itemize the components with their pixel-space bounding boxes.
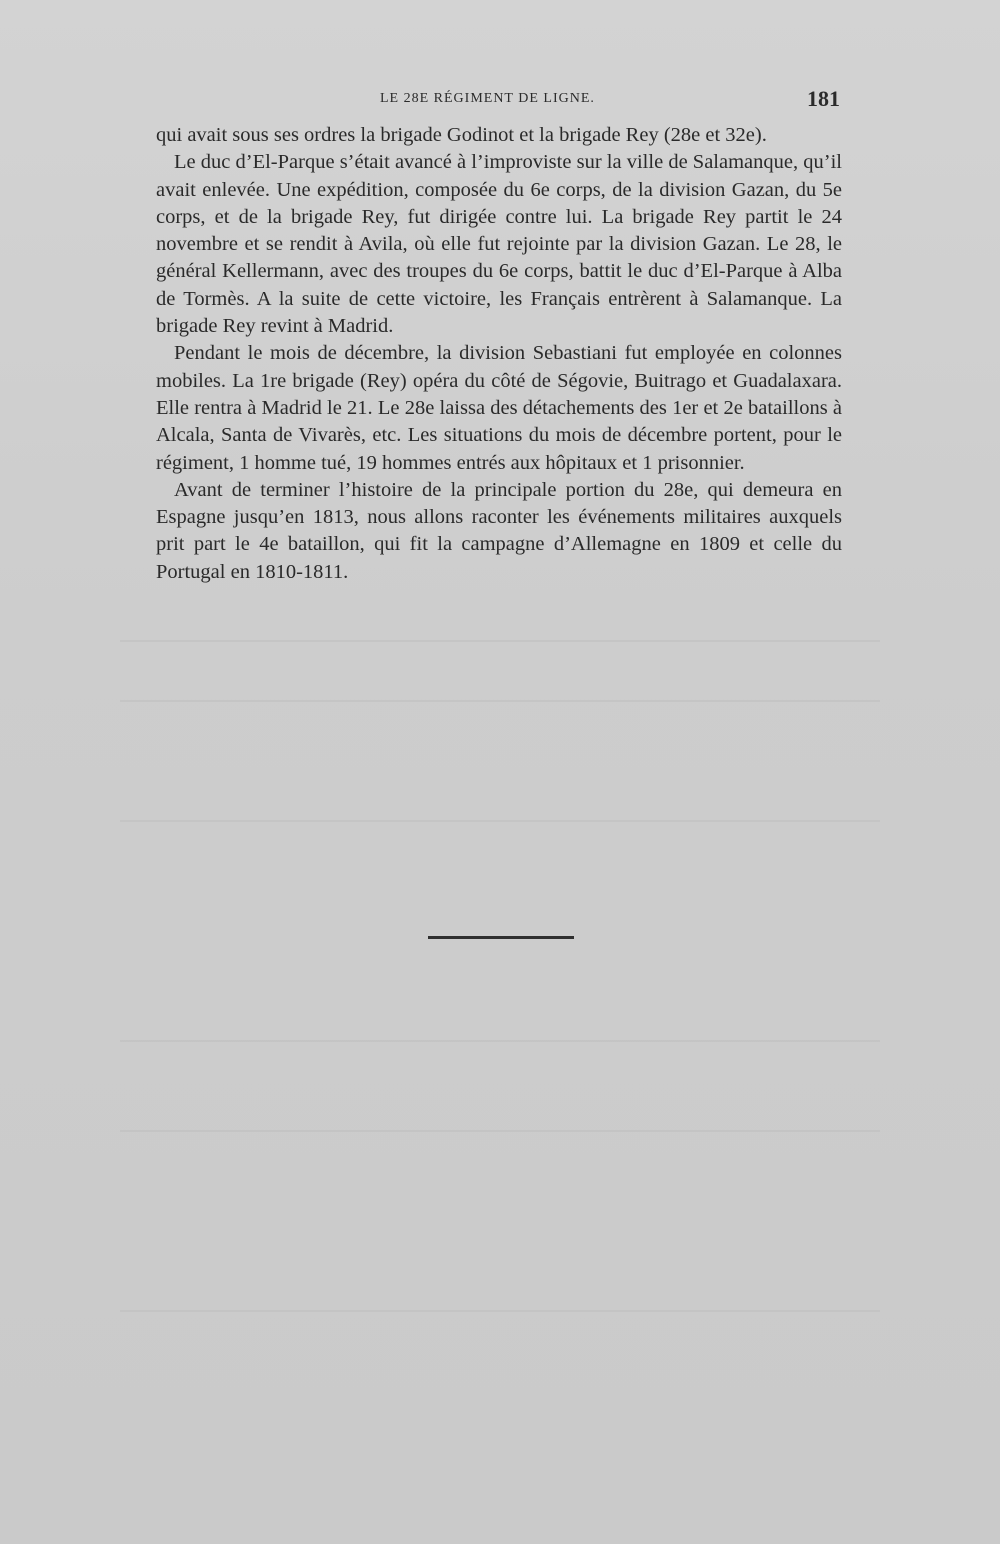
paragraph: Le duc d’El-Parque s’était avancé à l’improviste sur la ville de Salamanque, qu’il avait enlevée. Une expédition, composée du 6e corps, de la division Gazan, du 5e corps, et de la brigade Rey, fut dirigée contre lui. La brigade Rey partit le 24 novembre et se rendit à Avila, où elle fut rejointe par la division Gazan. Le 28, le général Kellermann, avec des troupes du 6e corps, battit le duc d’El-Parque à Alba de Tormès. A la suite de cette victoire, les Français entrèrent à Salamanque. La brigade Rey revint à Madrid. [156,151,842,338]
page-header [150,86,840,116]
paragraph: qui avait sous ses ordres la brigade Godinot et la brigade Rey (28e et 32e). [156,124,767,146]
running-title: LE 28E RÉGIMENT DE LIGNE. [380,91,595,106]
body-text [156,122,842,586]
section-end-rule [428,936,574,939]
show-through-line [120,820,880,822]
page-number: 181 [807,86,840,111]
show-through-line [120,640,880,642]
show-through-line [120,700,880,702]
paragraph: Avant de terminer l’histoire de la principale portion du 28e, qui demeura en Espagne jusqu’en 1813, nous allons raconter les événements militaires auxquels prit part le 4e bataillon, qui fit la campagne d’Allemagne en 1809 et celle du Portugal en 1810-1811. [156,478,842,583]
paragraph: Pendant le mois de décembre, la division Sebastiani fut employée en colonnes mobiles. La 1re brigade (Rey) opéra du côté de Ségovie, Buitrago et Guadalaxara. Elle rentra à Madrid le 21. Le 28e laissa des détachements des 1er et 2e bataillons à Alcala, Santa de Vivarès, etc. Les situations du mois de décembre portent, pour le régiment, 1 homme tué, 19 hommes entrés aux hôpitaux et 1 prisonnier. [156,342,842,474]
show-through-line [120,1310,880,1312]
show-through-line [120,1130,880,1132]
show-through-line [120,1040,880,1042]
